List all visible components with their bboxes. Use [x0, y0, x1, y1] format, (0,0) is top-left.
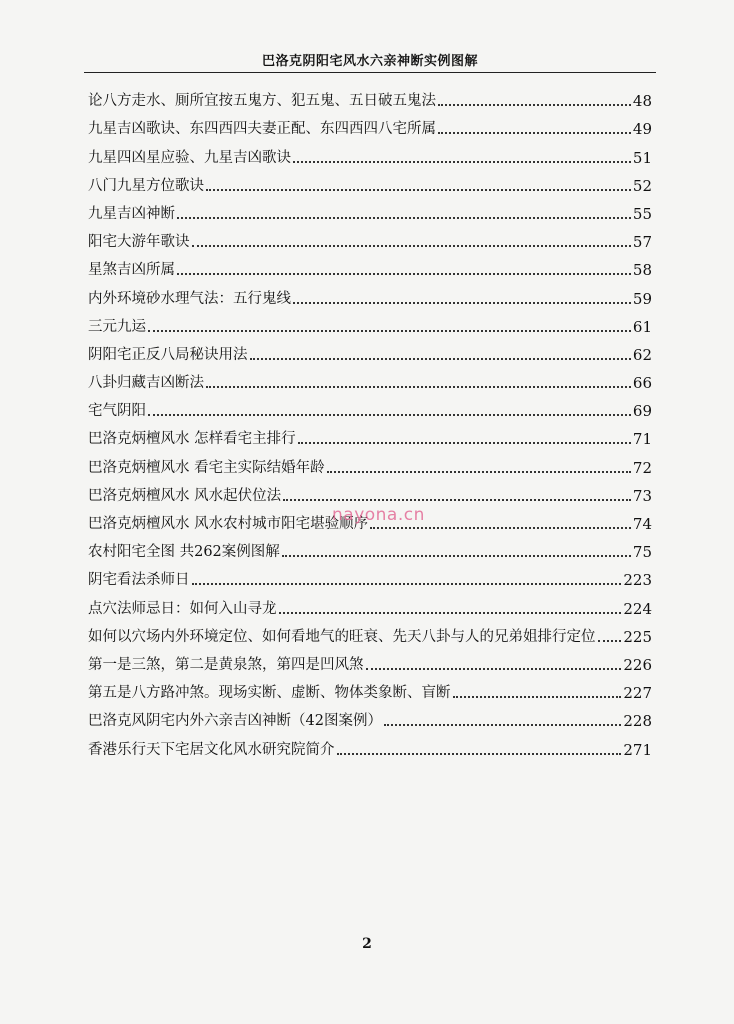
toc-entry-page: 271 [623, 740, 652, 759]
toc-entry-page: 62 [632, 345, 652, 364]
toc-entry[interactable] [88, 110, 652, 138]
toc-leader-dots [192, 244, 631, 247]
toc-entry-page: 227 [623, 684, 652, 703]
header-rule [84, 72, 656, 73]
toc-entry[interactable] [88, 477, 652, 505]
toc-entry-title: 九星吉凶神断 [88, 205, 175, 222]
toc-entry[interactable] [88, 392, 652, 420]
toc-entry[interactable] [88, 279, 652, 307]
toc-entry-title: 论八方走水、厠所宜按五鬼方、犯五鬼、五日破五鬼法 [88, 93, 436, 110]
toc-entry[interactable] [88, 364, 652, 392]
toc-leader-dots [366, 667, 622, 670]
toc-entry-page: 74 [632, 515, 652, 533]
toc-entry-page: 73 [632, 486, 652, 505]
toc-leader-dots [206, 188, 631, 191]
toc-leader-dots [438, 103, 631, 106]
toc-entry-title: 巴洛克炳檀风水 风水农村城市阳宅堪验顺序 [88, 516, 369, 532]
toc-entry-title: 阳宅大游年歌诀 [88, 234, 190, 251]
toc-entry-title: 阴阳宅正反八局秘诀用法 [88, 346, 248, 363]
toc-entry-title: 宅气阴阳 [88, 403, 146, 420]
watermark: nayona.cn [332, 505, 425, 525]
toc-entry[interactable] [88, 702, 652, 730]
toc-entry-page: 51 [632, 148, 652, 167]
toc-entry-title: 如何以穴场内外环境定位、如何看地气的旺衰、先天八卦与人的兄弟姐排行定位 [88, 628, 596, 645]
toc-entry-title: 巴洛克炳檀风水 风水起伏位法 [88, 487, 282, 504]
toc-entry-page: 58 [632, 261, 652, 280]
toc-entry-page: 48 [632, 92, 652, 111]
toc-entry[interactable] [88, 533, 652, 561]
toc-leader-dots [206, 385, 631, 388]
toc-leader-dots [298, 441, 631, 444]
toc-leader-dots [327, 470, 631, 473]
toc-leader-dots [337, 752, 622, 755]
toc-entry-title: 巴洛克炳檀风水 看宅主实际结婚年龄 [88, 459, 325, 476]
toc-entry-page: 66 [632, 374, 652, 393]
running-header: 巴洛克阴阳宅风水六亲神断实例图解 [261, 54, 478, 69]
toc-leader-dots [177, 272, 631, 275]
toc-entry-title: 星煞吉凶所属 [88, 262, 175, 279]
toc-entry[interactable] [88, 420, 652, 448]
toc-entry-page: 49 [632, 120, 652, 139]
toc-entry[interactable] [88, 561, 652, 589]
toc-entry-page: 71 [632, 430, 652, 449]
toc-entry-page: 72 [632, 458, 652, 477]
toc-entry-title: 第五是八方路冲煞。现场实断、虚断、物体类象断、盲断 [88, 685, 451, 702]
toc-entry-title: 内外环境砂水理气法：五行鬼线 [88, 290, 291, 307]
toc-entry[interactable] [88, 589, 652, 617]
toc-entry-page: 225 [623, 627, 652, 646]
toc-entry-title: 第一是三煞，第二是黄泉煞，第四是凹风煞 [88, 656, 364, 673]
toc-entry-page: 224 [623, 599, 652, 618]
toc-entry-title: 八门九星方位歌诀 [88, 177, 204, 194]
toc-entry[interactable] [88, 646, 652, 674]
toc-entry-page: 69 [632, 402, 652, 421]
toc-entry[interactable] [88, 195, 652, 223]
toc-leader-dots [370, 526, 631, 529]
toc-entry-title: 香港乐行天下宅居文化风水研究院简介 [88, 741, 335, 758]
toc-entry-title: 三元九运 [88, 318, 146, 335]
toc-entry[interactable] [88, 674, 652, 702]
toc-entry[interactable] [88, 336, 652, 364]
toc-leader-dots [250, 357, 631, 360]
toc-leader-dots [148, 413, 631, 416]
toc-leader-dots [453, 695, 622, 698]
toc-entry-page: 59 [632, 289, 652, 308]
toc-leader-dots [293, 160, 631, 163]
toc-leader-dots [177, 216, 631, 219]
table-of-contents [88, 82, 652, 759]
toc-entry[interactable] [88, 448, 652, 476]
toc-leader-dots [438, 131, 631, 134]
toc-entry[interactable] [88, 82, 652, 110]
toc-leader-dots [384, 723, 621, 726]
toc-entry[interactable] [88, 251, 652, 279]
toc-entry-page: 228 [623, 712, 652, 731]
toc-leader-dots [279, 611, 622, 614]
toc-entry-title: 农村阳宅全图 共262案例图解 [88, 544, 280, 561]
toc-entry-page: 52 [632, 176, 652, 195]
toc-entry-title: 巴洛克炳檀风水 怎样看宅主排行 [88, 431, 296, 448]
toc-leader-dots [283, 498, 631, 501]
toc-entry[interactable] [88, 223, 652, 251]
toc-leader-dots [192, 582, 622, 585]
toc-entry-title: 九星四凶星应验、九星吉凶歌诀 [88, 149, 291, 166]
toc-entry-title: 八卦归藏吉凶断法 [88, 375, 204, 392]
toc-entry-page: 226 [623, 655, 652, 674]
toc-entry[interactable] [88, 308, 652, 336]
toc-leader-dots [293, 301, 631, 304]
toc-entry-page: 223 [623, 571, 652, 590]
toc-entry-page: 61 [632, 317, 652, 336]
toc-leader-dots [282, 554, 631, 557]
toc-leader-dots [598, 639, 622, 642]
toc-entry-page: 75 [632, 543, 652, 562]
toc-entry-title: 点穴法师忌日：如何入山寻龙 [88, 600, 277, 617]
toc-entry-title: 九星吉凶歌诀、东四西四夫妻正配、东四西四八宅所属 [88, 121, 436, 138]
toc-entry[interactable] [88, 138, 652, 166]
toc-entry-page: 55 [632, 204, 652, 223]
toc-entry-page: 57 [632, 233, 652, 252]
toc-entry[interactable] [88, 730, 652, 758]
toc-leader-dots [148, 329, 631, 332]
toc-entry[interactable] [88, 618, 652, 646]
page-number: 2 [362, 936, 372, 952]
toc-entry[interactable] [88, 167, 652, 195]
toc-entry-title: 巴洛克风阴宅内外六亲吉凶神断（42图案例） [88, 713, 382, 730]
toc-entry-title: 阴宅看法杀师日 [88, 572, 190, 589]
